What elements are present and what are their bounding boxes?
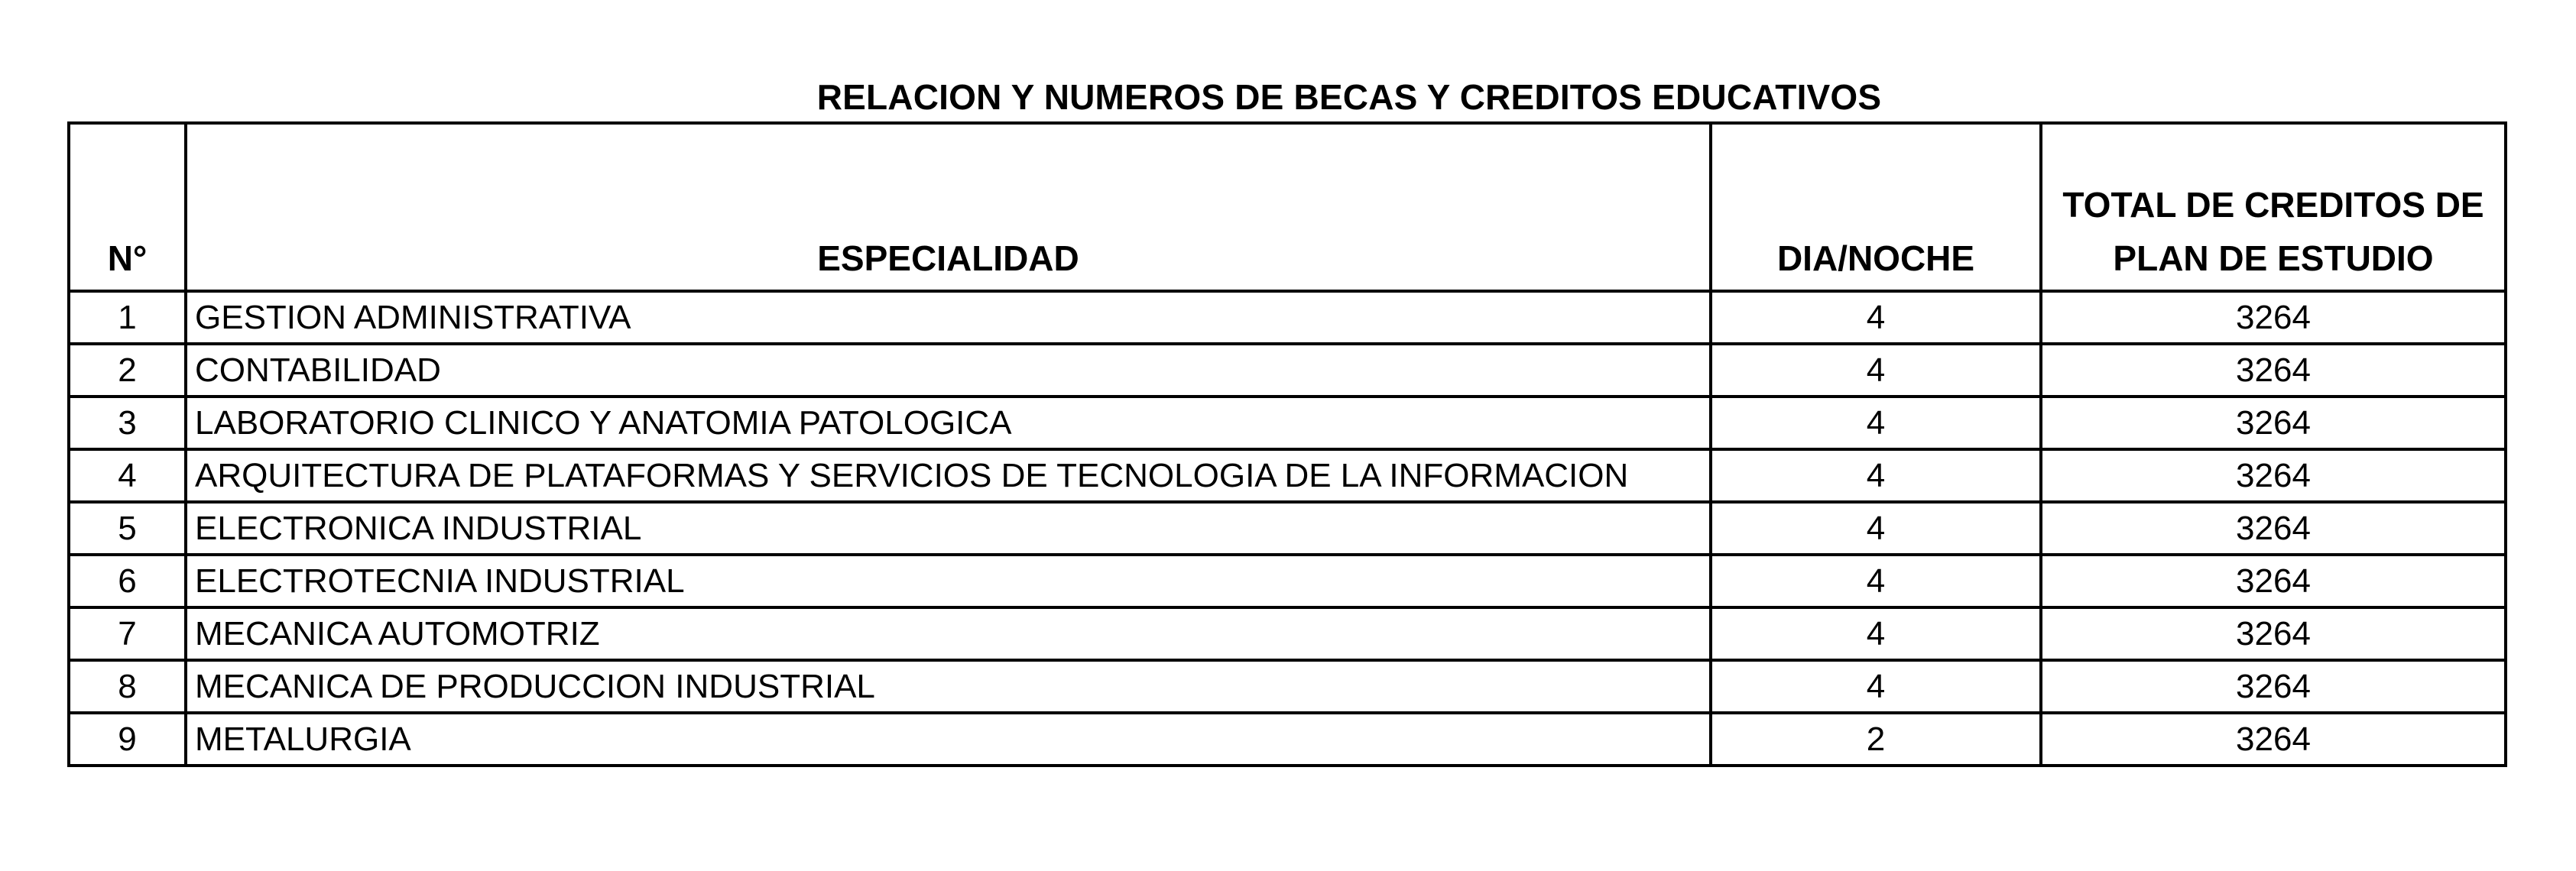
row-dia-noche: 4 bbox=[1711, 660, 2041, 713]
row-total-creditos: 3264 bbox=[2041, 660, 2506, 713]
row-especialidad: METALURGIA bbox=[186, 713, 1711, 766]
row-number: 1 bbox=[69, 291, 186, 344]
table-row bbox=[69, 397, 2506, 449]
table-body bbox=[69, 291, 2506, 766]
table-row bbox=[69, 660, 2506, 713]
row-especialidad: CONTABILIDAD bbox=[186, 344, 1711, 397]
header-row bbox=[69, 123, 2506, 291]
row-dia-noche: 4 bbox=[1711, 502, 2041, 555]
row-dia-noche: 4 bbox=[1711, 555, 2041, 607]
row-dia-noche: 2 bbox=[1711, 713, 2041, 766]
header-numero: N° bbox=[69, 123, 186, 291]
row-number: 9 bbox=[69, 713, 186, 766]
row-dia-noche: 4 bbox=[1711, 344, 2041, 397]
row-number: 8 bbox=[69, 660, 186, 713]
row-especialidad: LABORATORIO CLINICO Y ANATOMIA PATOLOGICA bbox=[186, 397, 1711, 449]
row-total-creditos: 3264 bbox=[2041, 555, 2506, 607]
table-row bbox=[69, 713, 2506, 766]
row-especialidad: ELECTRONICA INDUSTRIAL bbox=[186, 502, 1711, 555]
row-dia-noche: 4 bbox=[1711, 291, 2041, 344]
row-total-creditos: 3264 bbox=[2041, 449, 2506, 502]
row-number: 7 bbox=[69, 607, 186, 660]
row-total-creditos: 3264 bbox=[2041, 502, 2506, 555]
row-especialidad: ARQUITECTURA DE PLATAFORMAS Y SERVICIOS DE TECNOLOGIA DE LA INFORMACION bbox=[186, 449, 1711, 502]
becas-table bbox=[67, 121, 2507, 767]
row-number: 2 bbox=[69, 344, 186, 397]
table-row bbox=[69, 291, 2506, 344]
row-number: 4 bbox=[69, 449, 186, 502]
header-total-line1: TOTAL DE CREDITOS DE bbox=[2062, 185, 2484, 225]
page-title: RELACION Y NUMEROS DE BECAS Y CREDITOS EDUCATIVOS bbox=[816, 77, 1882, 117]
row-total-creditos: 3264 bbox=[2041, 713, 2506, 766]
header-especialidad: ESPECIALIDAD bbox=[186, 123, 1711, 291]
row-dia-noche: 4 bbox=[1711, 449, 2041, 502]
header-dia-noche: DIA/NOCHE bbox=[1711, 123, 2041, 291]
table-row bbox=[69, 449, 2506, 502]
row-especialidad: GESTION ADMINISTRATIVA bbox=[186, 291, 1711, 344]
row-especialidad: MECANICA AUTOMOTRIZ bbox=[186, 607, 1711, 660]
row-total-creditos: 3264 bbox=[2041, 344, 2506, 397]
row-dia-noche: 4 bbox=[1711, 607, 2041, 660]
table-row bbox=[69, 502, 2506, 555]
row-total-creditos: 3264 bbox=[2041, 607, 2506, 660]
row-especialidad: MECANICA DE PRODUCCION INDUSTRIAL bbox=[186, 660, 1711, 713]
row-dia-noche: 4 bbox=[1711, 397, 2041, 449]
table-header bbox=[69, 123, 2506, 291]
row-total-creditos: 3264 bbox=[2041, 397, 2506, 449]
row-number: 3 bbox=[69, 397, 186, 449]
table-row bbox=[69, 344, 2506, 397]
row-number: 6 bbox=[69, 555, 186, 607]
row-number: 5 bbox=[69, 502, 186, 555]
table-row bbox=[69, 555, 2506, 607]
header-total-creditos bbox=[2041, 123, 2506, 291]
row-especialidad: ELECTROTECNIA INDUSTRIAL bbox=[186, 555, 1711, 607]
table-row bbox=[69, 607, 2506, 660]
header-total-line2: PLAN DE ESTUDIO bbox=[2113, 238, 2434, 278]
row-total-creditos: 3264 bbox=[2041, 291, 2506, 344]
